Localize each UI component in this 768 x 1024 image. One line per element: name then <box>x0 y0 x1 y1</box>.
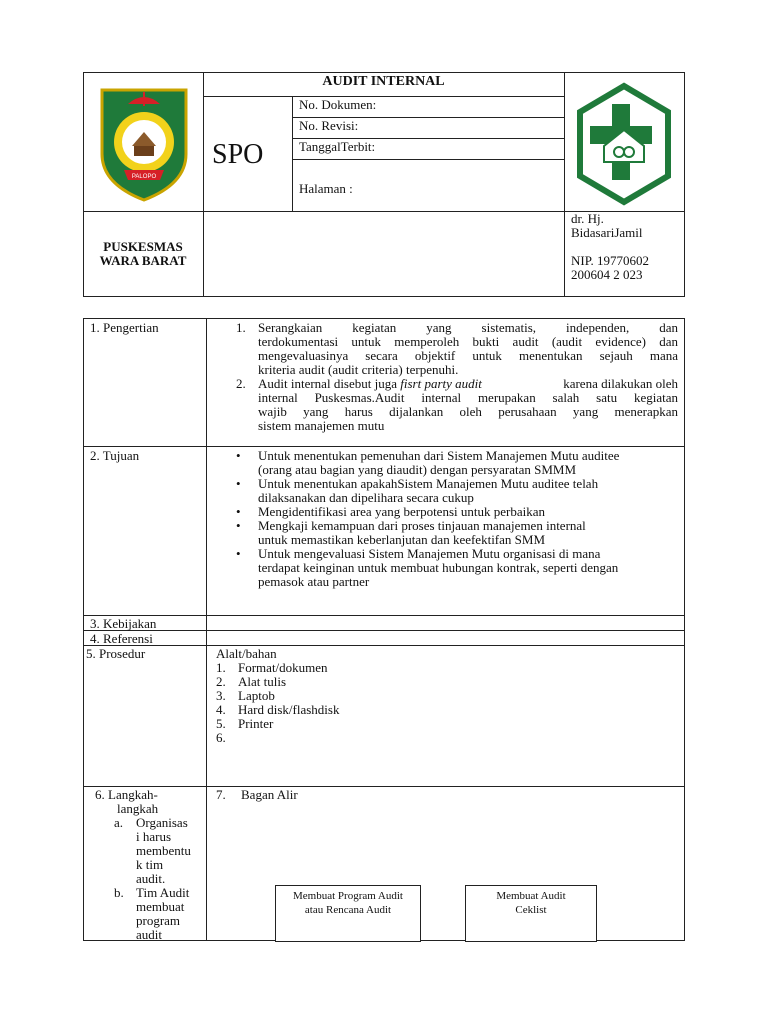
bullet-icon: • <box>236 448 241 463</box>
flow-box-line: atau Rencana Audit <box>304 904 392 916</box>
tujuan-line: dilaksanakan dan dipelihara secara cukup <box>258 490 474 505</box>
langkah-sub-line: k tim <box>136 857 164 872</box>
pengertian-item-1-line: Serangkaian kegiatan yang sistematis, independen, dan <box>258 320 678 335</box>
pengertian-item-2-line: sistem manajemen mutu <box>258 418 385 433</box>
tujuan-line: Untuk menentukan apakahSistem Manajemen Mutu auditee telah <box>258 476 599 491</box>
bullet-icon: • <box>236 476 241 491</box>
logo-palopo-text: PALOPO <box>131 174 157 180</box>
langkah-sub-letter: b. <box>114 885 124 900</box>
bagan-alir-num: 7. <box>216 787 226 802</box>
flow-box-program-audit <box>275 885 421 942</box>
section-pengertian-label: 1. Pengertian <box>90 320 159 335</box>
pengertian-item-2-pre: Audit internal disebut juga <box>258 376 401 391</box>
flow-box-audit-ceklist <box>465 885 597 942</box>
pengertian-item-2-italic: fisrt party audit <box>400 376 482 391</box>
langkah-sub-letter: a. <box>114 815 124 830</box>
official-name-1: dr. Hj. <box>571 211 604 226</box>
tujuan-line: Mengidentifikasi area yang berpotensi untuk perbaikan <box>258 504 545 519</box>
prosedur-item-text: Alat tulis <box>238 674 287 689</box>
prosedur-item-num: 2. <box>216 674 226 689</box>
pengertian-item-2-line: internal Puskesmas.Audit internal merupakan salah satu kegiatan <box>258 390 678 405</box>
prosedur-item-num: 1. <box>216 660 226 675</box>
prosedur-item-text: Format/dokumen <box>238 660 328 675</box>
document-title: AUDIT INTERNAL <box>322 74 445 89</box>
prosedur-item-text: Hard disk/flashdisk <box>238 702 340 717</box>
spo-label: SPO <box>212 139 264 170</box>
section-tujuan-label: 2. Tujuan <box>90 448 140 463</box>
langkah-sub-line: audit <box>136 927 162 942</box>
section-langkah-label-2: langkah <box>117 801 159 816</box>
prosedur-item-text: Laptob <box>238 688 275 703</box>
tujuan-line: Mengkaji kemampuan dari proses tinjauan manajemen internal <box>258 518 586 533</box>
prosedur-item-num: 4. <box>216 702 226 717</box>
langkah-sub-line: program <box>136 913 181 928</box>
puskesmas-logo <box>574 82 674 206</box>
tujuan-line: Untuk menentukan pemenuhan dari Sistem Manajemen Mutu auditee <box>258 448 620 463</box>
flow-box-line: Membuat Program Audit <box>293 890 403 902</box>
prosedur-item-num: 3. <box>216 688 226 703</box>
tujuan-line: untuk memastikan keberlanjutan dan keefektifan SMM <box>258 532 546 547</box>
prosedur-item-text: Printer <box>238 716 274 731</box>
pengertian-item-1-line: kriteria audit (audit criteria) terpenuhi. <box>258 362 459 377</box>
section-langkah-label: 6. Langkah- <box>95 787 158 802</box>
pengertian-item-1-line: mengevaluasinya secara objektif untuk menentukan sejauh mana <box>258 348 678 363</box>
section-kebijakan-label: 3. Kebijakan <box>90 616 157 631</box>
bullet-icon: • <box>236 546 241 561</box>
flow-box-line: Membuat Audit <box>496 890 566 902</box>
langkah-sub-line: i harus <box>136 829 172 844</box>
prosedur-item-num: 5. <box>216 716 226 731</box>
flow-box-line: Ceklist <box>515 904 547 916</box>
langkah-sub-line: membentu <box>136 843 191 858</box>
bagan-alir-label: Bagan Alir <box>241 787 298 802</box>
tujuan-line: pemasok atau partner <box>258 574 370 589</box>
tujuan-line: terdapat keinginan untuk membuat hubungan kontrak, seperti dengan <box>258 560 619 575</box>
pengertian-item-1-num: 1. <box>236 320 246 335</box>
org-name-line1: PUSKESMAS <box>103 239 183 254</box>
pengertian-item-2-post: karena dilakukan oleh <box>563 376 678 391</box>
section-referensi-label: 4. Referensi <box>90 631 153 646</box>
bullet-icon: • <box>236 518 241 533</box>
pengertian-item-2-line: wajib yang harus dijalankan oleh perusahaan yang menerapkan <box>258 404 678 419</box>
pengertian-item-1-line: terdokumentasi untuk memperoleh bukti audit (audit evidence) dan <box>258 334 678 349</box>
field-tanggal-terbit: TanggalTerbit: <box>299 139 376 154</box>
pengertian-item-2-num: 2. <box>236 376 246 391</box>
field-no-dokumen: No. Dokumen: <box>299 97 377 112</box>
prosedur-item-num: 6. <box>216 730 226 745</box>
org-name-line2: WARA BARAT <box>99 253 187 268</box>
pengertian-item-2-first-line <box>258 377 678 391</box>
langkah-sub-line: audit. <box>136 871 166 886</box>
bullet-icon: • <box>236 504 241 519</box>
langkah-sub-line: Tim Audit <box>136 885 190 900</box>
official-nip-2: 200604 2 023 <box>571 267 643 282</box>
langkah-sub-line: Organisas <box>136 815 188 830</box>
palopo-emblem-logo <box>98 84 190 204</box>
section-prosedur-label: 5. Prosedur <box>86 646 146 661</box>
prosedur-heading: Alalt/bahan <box>216 646 277 661</box>
tujuan-line: (orang atau bagian yang diaudit) dengan persyaratan SMMM <box>258 462 577 477</box>
field-halaman: Halaman : <box>299 181 353 196</box>
official-name-2: BidasariJamil <box>571 225 643 240</box>
field-no-revisi: No. Revisi: <box>299 118 359 133</box>
official-nip-1: NIP. 19770602 <box>571 253 650 268</box>
langkah-sub-line: membuat <box>136 899 185 914</box>
tujuan-line: Untuk mengevaluasi Sistem Manajemen Mutu organisasi di mana <box>258 546 601 561</box>
